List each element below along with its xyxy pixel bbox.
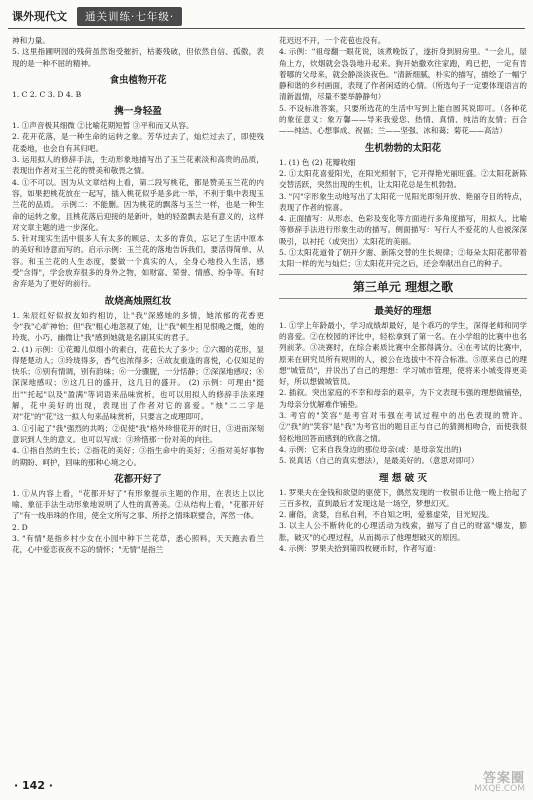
- answer-paragraph: 5. 针对现实生活中很多人有太多的顾忌、太多的背负，忘记了生活中原本的美好和诗意而写的。启示示例：玉兰花的落地告诉我们，要活得简单、从容。和玉兰花的人生态度，要做一个真实的人，全身心地投入生活，感受"含得"，学会放弃很多的身外之物，如财富、荣誉、情感、纷争等。有时舍弃是为了更好的前行。: [12, 234, 264, 289]
- answer-paragraph: 4. 示例：它来自我身边的那位母亲(或：是母亲发出的): [279, 444, 462, 454]
- section-heading: 故烧高烛照红妆: [104, 295, 172, 307]
- section-heading: 最美好的理想: [374, 305, 432, 317]
- answer-paragraph: 1. C 2. C 3. D 4. B: [12, 89, 82, 99]
- answer-paragraph: 2. D: [12, 522, 28, 532]
- answer-paragraph: 4. ①不可以。因为从文章结构上看，第二段写桃花，都是赞美玉兰花的内容，如果把桃花放在一起写，插入桃花似乎是多此一举，不利于集中表现玉兰花的品质。 示例二：不能删。因为桃花的飘落与玉兰一样，也是一种生命的运转之象，且桃花落后迎接的是新叶，她的轻盈飘去是有意义的，这样对文章主题的进一步深化。: [12, 177, 264, 232]
- section-heading: 理 想 破 灭: [379, 472, 427, 484]
- series-badge: 通关训练·七年级·: [77, 7, 182, 26]
- watermark: [474, 771, 525, 794]
- page-number: · 142 ·: [14, 779, 53, 792]
- watermark-logo: 答案圈: [482, 771, 525, 786]
- answer-paragraph: 3. 运用拟人的修辞手法，生动形象地描写出了玉兰花素淡和高贵的品质，表现出作者对玉兰花的赞美和敬畏之情。: [12, 155, 264, 176]
- answer-paragraph: 1. ①声音极其细微 ②比喻花期短暂 ③平和而又从容。: [12, 121, 194, 131]
- unit-heading: 第三单元 理想之歌: [279, 274, 527, 299]
- answer-paragraph: 4. 示例："祖母翻一眼花说，该煮晚饭了，遂折身到厨房里。"一会儿，屋角上方，炊烟就会袅袅地升起来。狗开始撒欢往家跑，鸡已把，一定有肯着哪的父母来，就会静淡淡夜色。"清新细腻，朴实的描写，描绘了一幅宁静和谐的乡村画面，表现了作者闲适的心情。（所选句子一定要体现语言的清新温情，尽量不要举静静句）: [279, 47, 527, 102]
- watermark-url: MXQE.COM: [474, 784, 525, 794]
- page-header: [8, 6, 525, 26]
- answer-paragraph: 3. ①引起了"我"强烈的共鸣；②促使"我"格外珍惜花开的时日，③进而深刻意识到人生的意义。也可以写成：③珍惜那一份对美的向往。: [12, 423, 264, 444]
- answer-paragraph: 2. (1) 示例：①花瓣儿似细小的素白，花苞长大了多少；②六瓣的花形，显得楚楚动人；③玲珑得多，香气也浓得多；④故友重逢的喜悦，心仅知足的快乐；⑤别有情调，别有韵味；⑥一分骤腥，一分恬静；⑦深深地感叹；⑧深深地感叹；⑨这几日的盛开，这几日的盛开。 (2) 示例：可理由"挺出""托起"以及"盈满"等词语来品味赏析，也可以用拟人的修辞手法来理解，花中美好的出现，表现出了作者对它的喜爱。"烛"二二字是对"花"的"花"这一拟人句来品味赏析，只要言之成理即可。: [12, 344, 264, 422]
- answer-paragraph: 4. 示例：罗果夫拾到第四枚硬币时，作者写道：: [279, 543, 441, 553]
- answer-paragraph: 1. (1) 色 (2) 花瓣收细: [279, 157, 356, 167]
- section-heading: 携一身轻盈: [114, 106, 162, 118]
- answer-paragraph: 5. 这里指圃明园的残荷虽然饱受摧折，枯萎残破，但依然自信、孤傲，表现的是一种不屈的精神。: [12, 47, 264, 68]
- answer-paragraph: 5. ①太阳花道骨了朝开夕谢、新陈交替的生长规律；②每朵太阳花都带着太阳一样的光与灿烂；③太阳花开完之后，还会奉献出自己的种子。: [279, 248, 527, 269]
- section-heading: 生机勃勃的太阳花: [364, 142, 441, 154]
- answer-paragraph: 1. ①学上年龄最小，学习成绩却最好，是个乖巧的学生，深得老师和同学的喜爱。②在校园的评比中，轻松拿到了第一名。在小学组的比赛中也名列前茅。③决赛时，在综合素质比赛中全都得满分。④在考试的比赛中，原来在研究员所有规则的人，被公在选拔中不符合标准。⑤原来自己的理想"城管员"，并说出了自己的理想：学习城市管理，使将来小城变得更美好，所以想做城管员。: [279, 320, 527, 387]
- answer-paragraph: 神和力量。: [12, 36, 50, 45]
- answer-paragraph: 4. ①指自然的生长；②指花的美好；③指生命中的美好；④指对美好事物的期盼、呵护，回味的那种心境之心。: [12, 446, 264, 467]
- answer-paragraph: 4. 正面描写：从形态、色彩及变化等方面进行多角度描写，用拟人、比喻等修辞手法进行形象生动的描写。侧面描写：写行人不爱花的人也被深深吸引，以衬托（或突出）太阳花的美丽。: [279, 214, 527, 246]
- answer-paragraph: 1. ①从内容上看，"花都开好了"有形象提示主题的作用，在表达上以比喻、象征手法生动形象地说明了人性的真善美。②从结构上看，"花都开好了"有一线串珠的作用，使全文所写之事、所抒之情珠联璧合，浑然一体。: [12, 488, 264, 521]
- answer-paragraph: 3. "有情"是指乡村少女在小园中种下兰花草，悉心照料，天天跑去看兰花，心中爱恋夜夜不忘的情怀；"无情"是指兰: [12, 533, 264, 555]
- header-rule: [8, 28, 525, 29]
- answer-paragraph: 5. 不设标准答案，只要所选花的生活中写到上能自圆其说即可。（各种花的象征意义：象万馨——导来我爱您、热情、真情、纯洁的友情；百合——纯洁、心想事成、祝福；兰——坚强、冰和蔼；菊花——高洁）: [279, 103, 527, 136]
- answer-paragraph: 3. 以主人公不断转化的心理活动为线索，描写了自己的财富"爆发，膨胀，破灭"的心理过程，从而揭示了他理想破灭的原因。: [279, 521, 527, 542]
- answer-paragraph: 2. 花开花落，是一种生命的运转之象。芳华过去了，灿烂过去了，即使残花委地，也会自有其归吧。: [12, 132, 264, 153]
- answer-paragraph: 3. "闪"字形象生动地写出了太阳花一见阳光即刻开放、艳丽夺目的特点，表现了作者的惊喜。: [279, 191, 527, 212]
- answer-paragraph: 5. 说真话（自己的真实想法），是最美好的。（意思对即可）: [279, 456, 479, 466]
- answer-paragraph: 2. 庸俗，贪婪，自私自利，不自知之明，爱慕虚荣，目光短浅。: [279, 510, 494, 520]
- right-column: [279, 35, 527, 772]
- section-heading: 食虫植物开花: [109, 74, 167, 86]
- answer-paragraph: 3. 考官的"笑容"是考官对韦强在考试过程中的出色表现的赞许。②"我"的"笑容"是"我"为考官出的题目正与自己的猜测相吻合，而使我很轻松地回答而感到的欣喜之情。: [279, 411, 527, 443]
- answer-paragraph: 2. ①太阳花喜爱阳光，在阳光照射下，它开得艳光丽旺盛。②太阳花新陈交替活跃，突然出现的生机，让太阳花总是生机勃勃。: [279, 168, 527, 190]
- answer-paragraph: 1. 罗果夫在金钱和欲望的驱使下，偶然发现的一枚银币让他一晚上拾起了三百多枚，直到最后才发现这是一场空，梦想幻灭。: [279, 487, 527, 508]
- section-heading: 花都开好了: [114, 473, 162, 485]
- answer-paragraph: 花迟迟不开，一个花苞也没有。: [279, 36, 386, 45]
- answer-paragraph: 1. 朱辰红好似叔友如约相访，让"我"深感她的多情，她浓郁的花香更令"我"心旷神怡；但"我"粗心地忽视了她，让"我"顿生相见恨晚之慨，她的玲珑、小巧、幽微让"我"感到她就是名副其实的君子。: [12, 310, 264, 343]
- left-column: [12, 35, 264, 772]
- book-title: 课外现代文: [12, 10, 67, 23]
- answer-paragraph: 2. 插叙。突出家庭的不幸和母亲的艰辛，为下文表现韦强的理想做铺垫，为母亲分忧解难作铺垫。: [279, 388, 527, 409]
